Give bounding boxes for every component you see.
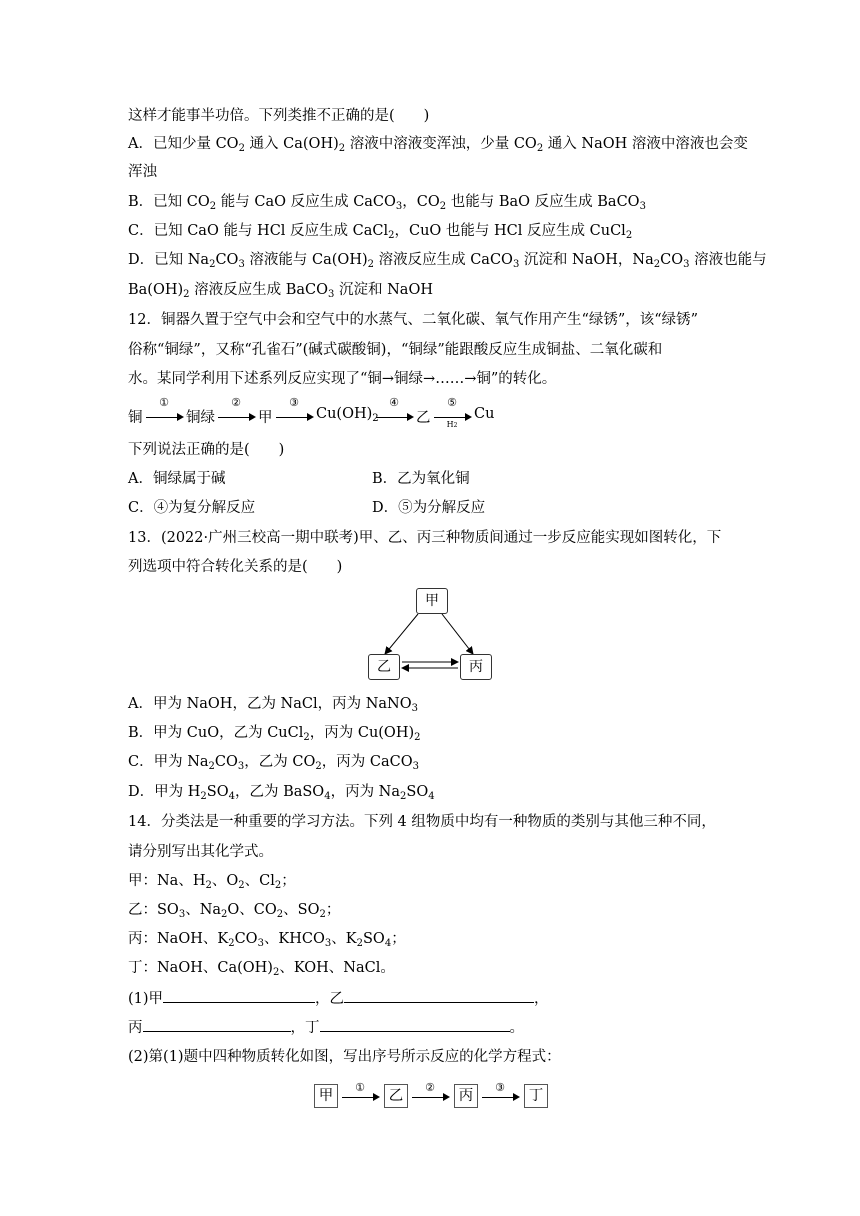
triangle-box-bing: 丙 [460,654,492,680]
chain-cu: Cu [474,406,495,422]
flow-box-yi: 乙 [384,1084,408,1108]
q14-group-bing: 丙：NaOH、$K_2CO_3$、$KHCO_3$、$K_2SO_4$； [128,931,406,949]
q14-group-yi: 乙：$SO_3$、$Na_2O$、$CO_2$、$SO_2$； [128,902,341,920]
q11-option-a: A．已知少量 $CO_2$ 通入 $Ca(OH)_2$ 溶液中溶液变浑浊，少量 $CO_2$ 通入 NaOH 溶液中溶液也会变 [128,136,748,154]
chain-jia: 甲 [258,410,273,426]
q13-stem-1: 13．(2022·广州三校高一期中联考)甲、乙、丙三种物质间通过一步反应能实现如图转化，下 [128,530,722,546]
q12-options-row-2: C．④为复分解反应 D．⑤为分解反应 [128,500,486,516]
answer-blank-jia[interactable] [163,988,315,1003]
chain-arrow-5: ⑤ H2 [432,398,472,434]
chain-arrow-1: ① [144,398,184,434]
q11-option-c: C．已知 CaO 能与 HCl 反应生成 CaCl$_2$，CuO 也能与 HCl 反应生成 CuCl$_2$ [128,223,633,241]
answer-blank-bing[interactable] [143,1017,291,1032]
q14-answer-row-2: 丙 ，丁 。 [128,1017,524,1038]
chain-verdigris: 铜绿 [186,410,215,426]
flow-box-ding: 丁 [524,1084,548,1108]
answer-blank-yi[interactable] [344,988,534,1003]
chain-copper: 铜 [128,410,143,426]
q14-answer-row-1: (1)甲 ，乙 ， [128,988,549,1009]
q13-stem-2: 列选项中符合转化关系的是( ) [128,559,343,575]
flow-arrow-2: ② [410,1082,450,1110]
q14-stem-1: 14．分类法是一种重要的学习方法。下列 4 组物质中均有一种物质的类别与其他三种不同， [128,814,716,830]
q12-question: 下列说法正确的是( ) [128,442,285,458]
q14-part-2: (2)第(1)题中四种物质转化如图，写出序号所示反应的化学方程式： [128,1049,561,1065]
q13-option-c: C．甲为 $Na_2CO_3$，乙为 $CO_2$，丙为 CaCO$_3$ [128,754,419,772]
intro-line: 这样才能事半功倍。下列类推不正确的是( ) [128,108,430,124]
flow-box-jia: 甲 [314,1084,338,1108]
q12-options-row-1: A．铜绿属于碱 B．乙为氧化铜 [128,471,470,487]
triangle-box-jia: 甲 [416,588,448,614]
q13-option-a: A．甲为 NaOH，乙为 NaCl，丙为 NaNO$_3$ [128,696,419,714]
flow-arrow-1: ① [340,1082,380,1110]
answer-blank-ding[interactable] [320,1017,510,1032]
q11-option-d-cont: $Ba(OH)_2$ 溶液反应生成 BaCO$_3$ 沉淀和 NaOH [128,282,433,300]
q13-triangle-diagram [368,588,492,684]
chain-yi: 乙 [416,410,431,426]
q14-conversion-flow [312,1082,552,1112]
q13-option-b: B．甲为 CuO，乙为 CuCl$_2$，丙为 $Cu(OH)_2$ [128,725,421,743]
q11-option-d: D．已知 $Na_2CO_3$ 溶液能与 $Ca(OH)_2$ 溶液反应生成 CaCO$_3$ 沉淀和 NaOH，$Na_2CO_3$ 溶液也能与 [128,252,767,270]
flow-arrow-3: ③ [480,1082,520,1110]
q13-option-d: D．甲为 $H_2SO_4$，乙为 BaSO$_4$，丙为 $Na_2SO_4$ [128,784,435,802]
q12-stem-1: 12．铜器久置于空气中会和空气中的水蒸气、二氧化碳、氧气作用产生“绿锈”，该“绿锈” [128,312,699,328]
q11-option-b: B．已知 $CO_2$ 能与 CaO 反应生成 CaCO$_3$，$CO_2$ 也能与 BaO 反应生成 BaCO$_3$ [128,194,646,212]
q14-group-jia: 甲：Na、$H_2$、$O_2$、$Cl_2$； [128,873,296,891]
q11-option-a-cont: 浑浊 [128,164,157,180]
flow-box-bing: 丙 [454,1084,478,1108]
chain-arrow-2: ② [216,398,256,434]
q12-stem-2: 俗称“铜绿”，又称“孔雀石”(碱式碳酸铜)，“铜绿”能跟酸反应生成铜盐、二氧化碳和 [128,342,663,358]
triangle-box-yi: 乙 [368,654,400,680]
chain-arrow-3: ③ [274,398,314,434]
q12-stem-3: 水。某同学利用下述系列反应实现了“铜→铜绿→……→铜”的转化。 [128,371,557,387]
q14-group-ding: 丁：NaOH、$Ca(OH)_2$、KOH、NaCl。 [128,960,395,978]
chain-cuoh2: $Cu(OH)_2$ [316,406,379,424]
q12-reaction-chain [128,398,508,434]
chain-arrow-4: ④ [374,398,414,434]
q14-stem-2: 请分别写出其化学式。 [128,844,273,860]
